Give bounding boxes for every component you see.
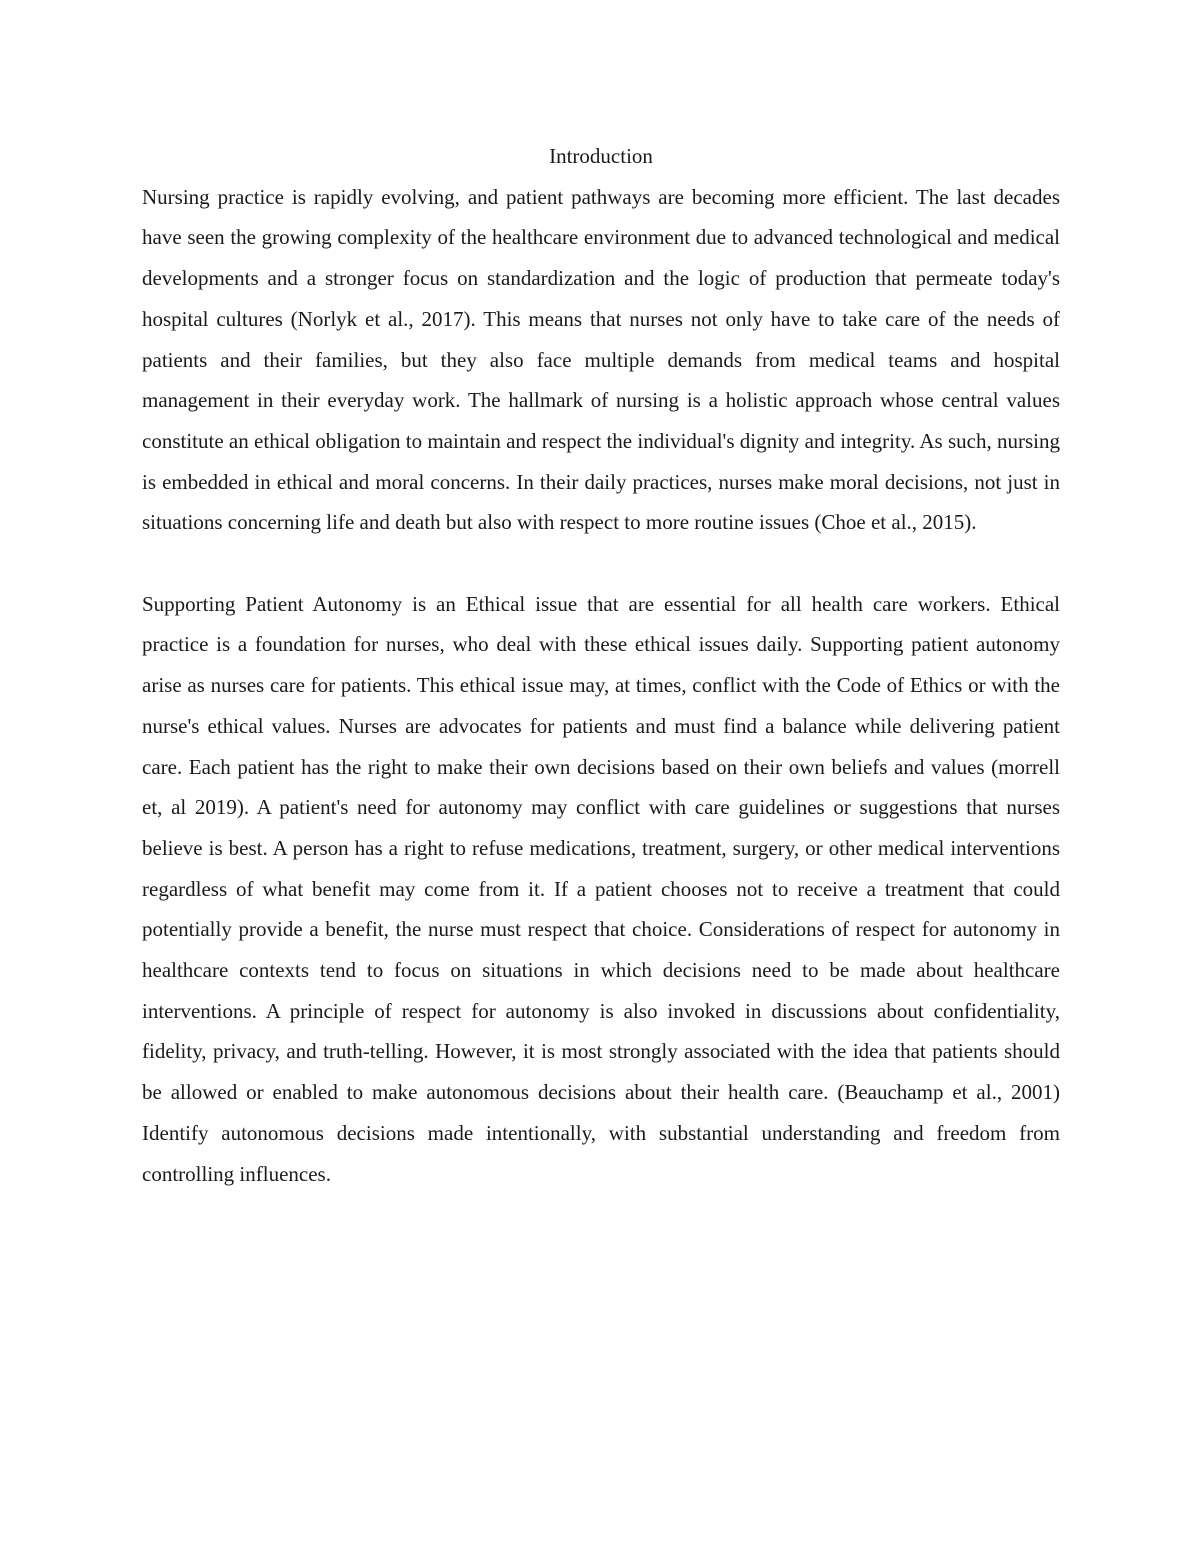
paragraph-spacer xyxy=(142,543,1060,584)
document-body xyxy=(142,136,1060,1194)
paragraph-patient-autonomy: Supporting Patient Autonomy is an Ethical issue that are essential for all health care workers. Ethical practice is a foundation for nurses, who deal with these ethical issues daily. Supporting patient autonomy arise as nurses care for patients. This ethical issue may, at times, conflict with the Code of Ethics or with the nurse's ethical values. Nurses are advocates for patients and must find a balance while delivering patient care. Each patient has the right to make their own decisions based on their own beliefs and values (morrell et, al 2019). A patient's need for autonomy may conflict with care guidelines or suggestions that nurses believe is best. A person has a right to refuse medications, treatment, surgery, or other medical interventions regardless of what benefit may come from it. If a patient chooses not to receive a treatment that could potentially provide a benefit, the nurse must respect that choice. Considerations of respect for autonomy in healthcare contexts tend to focus on situations in which decisions need to be made about healthcare interventions. A principle of respect for autonomy is also invoked in discussions about confidentiality, fidelity, privacy, and truth-telling. However, it is most strongly associated with the idea that patients should be allowed or enabled to make autonomous decisions about their health care. (Beauchamp et al., 2001) Identify autonomous decisions made intentionally, with substantial understanding and freedom from controlling influences. xyxy=(142,591,1060,1186)
paragraph-introduction: Nursing practice is rapidly evolving, and patient pathways are becoming more efficient. The last decades have seen the growing complexity of the healthcare environment due to advanced technological and medical developments and a stronger focus on standardization and the logic of production that permeate today's hospital cultures (Norlyk et al., 2017). This means that nurses not only have to take care of the needs of patients and their families, but they also face multiple demands from medical teams and hospital management in their everyday work. The hallmark of nursing is a holistic approach whose central values constitute an ethical obligation to maintain and respect the individual's dignity and integrity. As such, nursing is embedded in ethical and moral concerns. In their daily practices, nurses make moral decisions, not just in situations concerning life and death but also with respect to more routine issues (Choe et al., 2015). xyxy=(142,184,1060,535)
page-title: Introduction xyxy=(549,144,653,168)
